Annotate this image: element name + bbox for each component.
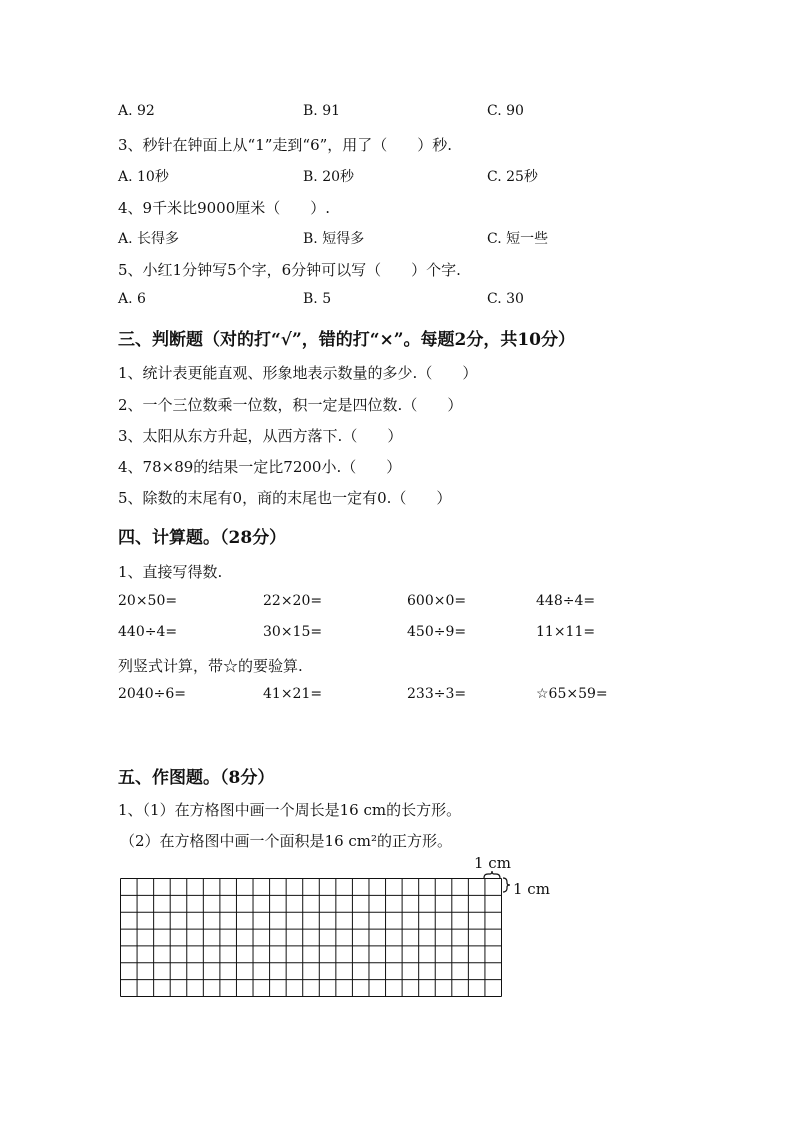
calc-row1-4: 448÷4= <box>536 593 596 609</box>
section5-item-1: 1、（1）在方格图中画一个周长是16 cm的长方形。 <box>118 801 462 819</box>
q4-option-a: A. 长得多 <box>118 231 180 247</box>
section5-item-2: （2）在方格图中画一个面积是16 cm²的正方形。 <box>120 832 453 850</box>
unit-label-right: 1 cm <box>513 880 550 898</box>
q5-option-c: C. 30 <box>487 291 524 307</box>
section3-item-2: 2、一个三位数乘一位数，积一定是四位数.（ ） <box>118 396 463 414</box>
q4-option-c: C. 短一些 <box>487 231 549 247</box>
calc-row2-2: 30×15= <box>263 624 323 640</box>
section3-item-5: 5、除数的末尾有0，商的末尾也一定有0.（ ） <box>118 489 452 507</box>
grid-canvas <box>120 878 504 998</box>
q5-option-b: B. 5 <box>303 291 332 307</box>
section3-item-4: 4、78×89的结果一定比7200小.（ ） <box>118 458 402 476</box>
section3-item-1: 1、统计表更能直观、形象地表示数量的多少.（ ） <box>118 364 478 382</box>
q2-option-c: C. 90 <box>487 103 524 119</box>
q2-option-b: B. 91 <box>303 103 341 119</box>
calc-row2-1: 440÷4= <box>118 624 178 640</box>
q3-option-b: B. 20秒 <box>303 169 355 185</box>
calc-row3-1: 2040÷6= <box>118 686 186 702</box>
section3-heading: 三、判断题（对的打“√”，错的打“×”。每题2分，共10分） <box>118 330 576 350</box>
section4-sub1: 1、直接写得数. <box>118 563 223 581</box>
section4-sub2: 列竖式计算，带☆的要验算. <box>118 657 303 675</box>
calc-row2-3: 450÷9= <box>407 624 467 640</box>
section3-item-3: 3、太阳从东方升起，从西方落下.（ ） <box>118 427 403 445</box>
calc-row1-2: 22×20= <box>263 593 323 609</box>
unit-label-top: 1 cm <box>474 854 511 872</box>
q4-option-b: B. 短得多 <box>303 231 365 247</box>
q3-question: 3、秒针在钟面上从“1”走到“6”，用了（ ）秒. <box>118 136 453 154</box>
calc-row3-2: 41×21= <box>263 686 323 702</box>
calc-row1-1: 20×50= <box>118 593 178 609</box>
square-grid <box>120 878 504 1002</box>
q4-question: 4、9千米比9000厘米（ ）. <box>118 199 331 217</box>
section5-heading: 五、作图题。（8分） <box>118 768 275 788</box>
q3-option-a: A. 10秒 <box>118 169 169 185</box>
q5-option-a: A. 6 <box>118 291 146 307</box>
calc-row3-4: ☆65×59= <box>536 686 608 702</box>
section4-heading: 四、计算题。（28分） <box>118 528 287 548</box>
calc-row3-3: 233÷3= <box>407 686 467 702</box>
calc-row1-3: 600×0= <box>407 593 467 609</box>
q2-option-a: A. 92 <box>118 103 155 119</box>
q3-option-c: C. 25秒 <box>487 169 538 185</box>
calc-row2-4: 11×11= <box>536 624 596 640</box>
q5-question: 5、小红1分钟写5个字，6分钟可以写（ ）个字. <box>118 261 461 279</box>
